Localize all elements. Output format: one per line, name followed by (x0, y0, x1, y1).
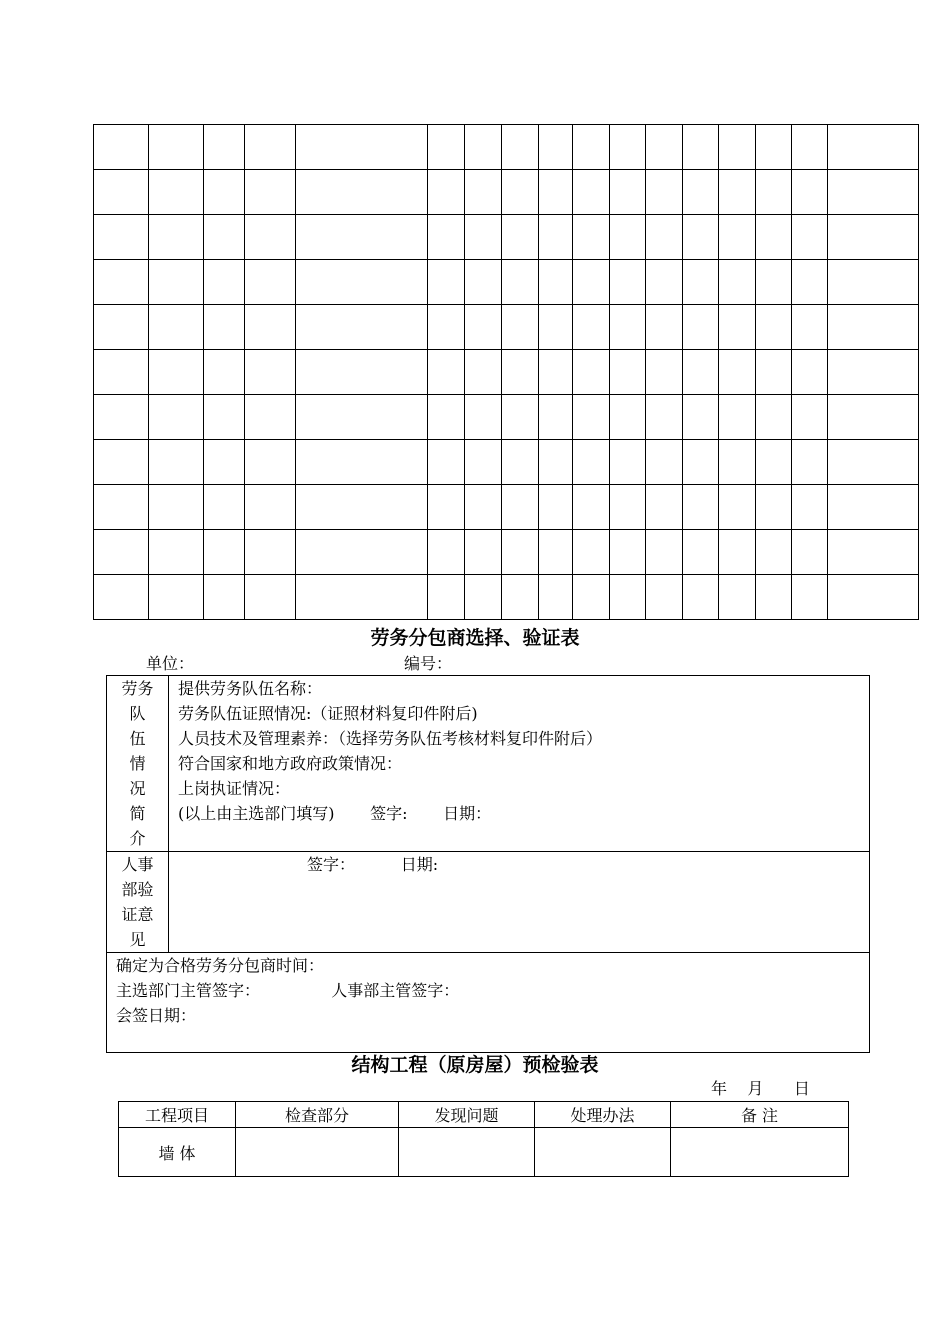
blank-grid-cell[interactable] (204, 350, 245, 395)
column-header: 发现问题 (399, 1102, 535, 1128)
blank-grid-cell[interactable] (683, 170, 719, 215)
blank-grid-cell[interactable] (539, 575, 573, 620)
blank-grid-cell[interactable] (245, 575, 296, 620)
blank-grid-cell[interactable] (719, 215, 756, 260)
hr-label-char: 证意 (121, 905, 154, 924)
blank-grid-cell[interactable] (828, 260, 919, 305)
blank-grid-cell[interactable] (204, 260, 245, 305)
blank-grid-cell[interactable] (428, 215, 465, 260)
blank-grid-cell[interactable] (149, 575, 204, 620)
blank-grid-cell[interactable] (465, 395, 502, 440)
blank-grid-cell[interactable] (204, 485, 245, 530)
blank-grid-cell[interactable] (94, 350, 149, 395)
blank-grid-cell[interactable] (792, 305, 828, 350)
inspect-date-line: 年 月 日 (711, 1079, 810, 1098)
blank-grid-cell[interactable] (646, 125, 683, 170)
blank-grid-cell[interactable] (296, 485, 428, 530)
blank-grid-cell[interactable] (646, 395, 683, 440)
blank-grid-cell[interactable] (428, 485, 465, 530)
blank-grid-cell[interactable] (610, 485, 646, 530)
blank-grid-cell[interactable] (245, 485, 296, 530)
blank-grid-cell[interactable] (428, 530, 465, 575)
blank-grid-cell[interactable] (94, 260, 149, 305)
blank-grid-cell[interactable] (204, 305, 245, 350)
blank-grid-row (94, 170, 919, 215)
blank-grid-cell[interactable] (502, 125, 539, 170)
blank-grid-cell[interactable] (149, 215, 204, 260)
blank-grid-row (94, 260, 919, 305)
blank-grid-cell[interactable] (539, 350, 573, 395)
blank-grid-cell[interactable] (792, 530, 828, 575)
blank-grid-cell[interactable] (245, 170, 296, 215)
blank-grid-cell[interactable] (296, 440, 428, 485)
blank-grid-cell[interactable] (792, 395, 828, 440)
blank-grid-cell[interactable] (573, 575, 610, 620)
blank-grid-cell[interactable] (792, 170, 828, 215)
blank-grid-cell[interactable] (610, 125, 646, 170)
blank-grid-cell[interactable] (610, 350, 646, 395)
blank-grid-cell[interactable] (646, 170, 683, 215)
hr-label-char: 见 (129, 930, 146, 949)
team-label-char: 情 (129, 754, 146, 773)
blank-grid-row (94, 440, 919, 485)
blank-grid-cell[interactable] (465, 215, 502, 260)
blank-grid-cell[interactable] (683, 260, 719, 305)
hr-section-content[interactable] (169, 852, 870, 953)
blank-grid-row (94, 530, 919, 575)
blank-grid-row (94, 485, 919, 530)
blank-grid-cell[interactable] (646, 575, 683, 620)
blank-grid-body (94, 125, 919, 620)
verify-table (106, 675, 870, 1053)
blank-grid-cell[interactable] (573, 485, 610, 530)
inspect-form-title: 结构工程（原房屋）预检验表 (351, 1054, 599, 1076)
blank-grid-cell[interactable] (204, 440, 245, 485)
blank-grid-cell[interactable] (94, 530, 149, 575)
hr-sign-line: 签字： 日期: (307, 855, 439, 874)
blank-grid-cell[interactable] (465, 260, 502, 305)
blank-grid-cell[interactable] (296, 395, 428, 440)
blank-grid-cell[interactable] (573, 350, 610, 395)
blank-grid-cell[interactable] (149, 395, 204, 440)
blank-grid-cell[interactable] (610, 170, 646, 215)
blank-grid-cell[interactable] (719, 125, 756, 170)
blank-grid-cell[interactable] (428, 170, 465, 215)
team-label-char: 介 (129, 829, 146, 848)
blank-grid-cell[interactable] (428, 575, 465, 620)
blank-grid-cell[interactable] (756, 395, 792, 440)
blank-grid-cell[interactable] (719, 305, 756, 350)
blank-grid-row (94, 125, 919, 170)
blank-grid-cell[interactable] (296, 215, 428, 260)
blank-grid-cell[interactable] (465, 305, 502, 350)
blank-grid-cell[interactable] (683, 395, 719, 440)
blank-grid-cell[interactable] (149, 350, 204, 395)
blank-grid-cell[interactable] (245, 440, 296, 485)
column-header: 检查部分 (236, 1102, 399, 1128)
team-label-char: 劳务 (121, 679, 154, 698)
team-label-char: 伍 (129, 729, 146, 748)
blank-grid-cell[interactable] (539, 170, 573, 215)
blank-grid-cell[interactable] (828, 170, 919, 215)
blank-grid-cell[interactable] (610, 575, 646, 620)
blank-grid-cell[interactable] (465, 485, 502, 530)
blank-grid-cell[interactable] (502, 440, 539, 485)
blank-grid-cell[interactable] (828, 215, 919, 260)
blank-grid-cell[interactable] (502, 530, 539, 575)
team-section-content[interactable] (169, 676, 870, 852)
blank-grid-cell[interactable] (245, 530, 296, 575)
blank-grid-cell[interactable] (683, 530, 719, 575)
blank-grid-cell[interactable] (756, 215, 792, 260)
blank-grid-cell[interactable] (296, 305, 428, 350)
blank-grid-row (94, 350, 919, 395)
blank-grid-cell[interactable] (719, 530, 756, 575)
blank-grid-cell[interactable] (428, 125, 465, 170)
blank-grid-cell[interactable] (610, 260, 646, 305)
blank-grid-cell[interactable] (502, 215, 539, 260)
blank-grid-cell[interactable] (428, 440, 465, 485)
blank-grid-cell[interactable] (94, 305, 149, 350)
team-name-field: 提供劳务队伍名称： (178, 679, 323, 698)
blank-grid-cell[interactable] (94, 395, 149, 440)
verify-form-title: 劳务分包商选择、验证表 (370, 627, 580, 649)
final-section-row (107, 953, 870, 1053)
blank-grid-cell[interactable] (149, 530, 204, 575)
blank-grid-cell[interactable] (828, 440, 919, 485)
blank-grid-cell[interactable] (683, 575, 719, 620)
blank-grid-cell[interactable] (204, 530, 245, 575)
blank-grid-cell[interactable] (204, 170, 245, 215)
table-cell[interactable] (236, 1128, 399, 1177)
blank-grid-cell[interactable] (465, 125, 502, 170)
hr-section-row (107, 852, 870, 953)
blank-grid-cell[interactable] (94, 575, 149, 620)
blank-grid-row (94, 575, 919, 620)
blank-grid-cell[interactable] (502, 260, 539, 305)
blank-grid-cell[interactable] (428, 305, 465, 350)
blank-grid-table (93, 124, 919, 620)
blank-grid-cell[interactable] (610, 305, 646, 350)
table-cell: 墙 体 (119, 1128, 236, 1177)
blank-grid-cell[interactable] (502, 395, 539, 440)
inspect-header-row (119, 1102, 849, 1128)
blank-grid-cell[interactable] (756, 260, 792, 305)
blank-grid-cell[interactable] (792, 575, 828, 620)
blank-grid-cell[interactable] (94, 125, 149, 170)
blank-grid-cell[interactable] (683, 485, 719, 530)
blank-grid-cell[interactable] (94, 485, 149, 530)
blank-grid-cell[interactable] (245, 395, 296, 440)
qualified-time-field: 确定为合格劳务分包商时间： (116, 956, 325, 975)
blank-grid-cell[interactable] (465, 170, 502, 215)
blank-grid-cell[interactable] (573, 170, 610, 215)
blank-grid-cell[interactable] (245, 125, 296, 170)
blank-grid-cell[interactable] (683, 305, 719, 350)
blank-grid-cell[interactable] (719, 575, 756, 620)
blank-grid-cell[interactable] (502, 350, 539, 395)
supervisor-sign-field: 主选部门主管签字： 人事部主管签字： (116, 981, 460, 1000)
blank-grid-row (94, 305, 919, 350)
blank-grid-cell[interactable] (756, 530, 792, 575)
blank-grid-cell[interactable] (428, 395, 465, 440)
blank-grid-cell[interactable] (719, 485, 756, 530)
blank-grid-cell[interactable] (428, 350, 465, 395)
unit-label: 单位： (146, 654, 195, 673)
blank-grid-cell[interactable] (465, 530, 502, 575)
blank-grid-cell[interactable] (792, 350, 828, 395)
blank-grid-cell[interactable] (610, 530, 646, 575)
blank-grid-row (94, 395, 919, 440)
blank-grid-cell[interactable] (94, 215, 149, 260)
blank-grid-cell[interactable] (683, 125, 719, 170)
blank-grid-cell[interactable] (94, 440, 149, 485)
certification-field: 上岗执证情况： (178, 779, 291, 798)
table-cell[interactable] (535, 1128, 671, 1177)
team-section-label (107, 676, 169, 852)
team-label-char: 队 (129, 704, 146, 723)
blank-grid-cell[interactable] (828, 350, 919, 395)
blank-grid-cell[interactable] (719, 260, 756, 305)
blank-grid-cell[interactable] (573, 215, 610, 260)
blank-grid-row (94, 215, 919, 260)
blank-grid-cell[interactable] (149, 440, 204, 485)
blank-grid-cell[interactable] (539, 305, 573, 350)
blank-grid-cell[interactable] (828, 305, 919, 350)
blank-grid-cell[interactable] (296, 350, 428, 395)
blank-grid-cell[interactable] (756, 305, 792, 350)
column-header: 备 注 (671, 1102, 849, 1128)
blank-grid-cell[interactable] (539, 530, 573, 575)
blank-grid-cell[interactable] (828, 485, 919, 530)
blank-grid-cell[interactable] (296, 125, 428, 170)
table-cell[interactable] (671, 1128, 849, 1177)
blank-grid-cell[interactable] (296, 530, 428, 575)
blank-grid-cell[interactable] (610, 440, 646, 485)
table-cell[interactable] (399, 1128, 535, 1177)
blank-grid-cell[interactable] (719, 170, 756, 215)
blank-grid-cell[interactable] (610, 215, 646, 260)
blank-grid-cell[interactable] (539, 260, 573, 305)
blank-grid-cell[interactable] (828, 125, 919, 170)
blank-grid-cell[interactable] (204, 575, 245, 620)
blank-grid-cell[interactable] (502, 575, 539, 620)
blank-grid-cell[interactable] (204, 215, 245, 260)
blank-grid-cell[interactable] (539, 485, 573, 530)
blank-grid-cell[interactable] (719, 440, 756, 485)
blank-grid-cell[interactable] (245, 305, 296, 350)
blank-grid-cell[interactable] (646, 350, 683, 395)
blank-grid-cell[interactable] (149, 305, 204, 350)
blank-grid-cell[interactable] (245, 350, 296, 395)
team-section-row (107, 676, 870, 852)
blank-grid-cell[interactable] (792, 260, 828, 305)
blank-grid-cell[interactable] (828, 575, 919, 620)
blank-grid-cell[interactable] (646, 260, 683, 305)
blank-grid-cell[interactable] (245, 215, 296, 260)
blank-grid-cell[interactable] (792, 440, 828, 485)
blank-grid-cell[interactable] (296, 575, 428, 620)
filled-by-sign-line: (以上由主选部门填写) 签字: 日期： (178, 804, 492, 823)
blank-grid-cell[interactable] (646, 305, 683, 350)
blank-grid-cell[interactable] (539, 125, 573, 170)
blank-grid-cell[interactable] (539, 215, 573, 260)
blank-grid-cell[interactable] (828, 530, 919, 575)
number-label: 编号： (404, 654, 453, 673)
team-label-char: 简 (129, 804, 146, 823)
blank-grid-cell[interactable] (539, 395, 573, 440)
blank-grid-cell[interactable] (296, 170, 428, 215)
blank-grid-cell[interactable] (756, 350, 792, 395)
blank-grid-cell[interactable] (683, 350, 719, 395)
blank-grid-cell[interactable] (204, 125, 245, 170)
blank-grid-cell[interactable] (573, 260, 610, 305)
final-section-content[interactable] (107, 953, 870, 1053)
blank-grid-cell[interactable] (465, 440, 502, 485)
blank-grid-cell[interactable] (94, 170, 149, 215)
hr-label-char: 部验 (121, 880, 154, 899)
blank-grid-cell[interactable] (756, 170, 792, 215)
blank-grid-cell[interactable] (149, 260, 204, 305)
blank-grid-cell[interactable] (646, 485, 683, 530)
blank-grid-cell[interactable] (465, 350, 502, 395)
blank-grid-cell[interactable] (610, 395, 646, 440)
blank-grid-cell[interactable] (683, 215, 719, 260)
hr-label-char: 人事 (121, 855, 154, 874)
blank-grid-cell[interactable] (296, 260, 428, 305)
blank-grid-cell[interactable] (573, 395, 610, 440)
blank-grid-cell[interactable] (573, 530, 610, 575)
blank-grid-cell[interactable] (792, 485, 828, 530)
blank-grid-cell[interactable] (204, 395, 245, 440)
blank-grid-cell[interactable] (792, 215, 828, 260)
blank-grid-cell[interactable] (573, 305, 610, 350)
inspect-table (118, 1101, 849, 1177)
blank-grid-cell[interactable] (828, 395, 919, 440)
blank-grid-cell[interactable] (502, 305, 539, 350)
license-status-field: 劳务队伍证照情况:（证照材料复印件附后) (178, 704, 478, 723)
blank-grid-cell[interactable] (792, 125, 828, 170)
hr-section-label (107, 852, 169, 953)
blank-grid-cell[interactable] (539, 440, 573, 485)
blank-grid-cell[interactable] (149, 485, 204, 530)
blank-grid-cell[interactable] (465, 575, 502, 620)
countersign-date-field: 会签日期： (116, 1006, 197, 1025)
blank-grid-cell[interactable] (502, 170, 539, 215)
blank-grid-cell[interactable] (719, 395, 756, 440)
blank-grid-cell[interactable] (149, 125, 204, 170)
blank-grid-cell[interactable] (428, 260, 465, 305)
blank-grid-cell[interactable] (149, 170, 204, 215)
blank-grid-cell[interactable] (573, 440, 610, 485)
staff-quality-field: 人员技术及管理素养：（选择劳务队伍考核材料复印件附后） (178, 729, 603, 748)
blank-grid-cell[interactable] (756, 125, 792, 170)
column-header: 处理办法 (535, 1102, 671, 1128)
blank-grid-cell[interactable] (756, 575, 792, 620)
blank-grid-cell[interactable] (756, 485, 792, 530)
blank-grid-cell[interactable] (683, 440, 719, 485)
blank-grid-cell[interactable] (646, 530, 683, 575)
policy-compliance-field: 符合国家和地方政府政策情况： (178, 754, 403, 773)
blank-grid-cell[interactable] (646, 440, 683, 485)
blank-grid-cell[interactable] (245, 260, 296, 305)
blank-grid-cell[interactable] (502, 485, 539, 530)
team-label-char: 况 (129, 779, 146, 798)
column-header: 工程项目 (119, 1102, 236, 1128)
blank-grid-cell[interactable] (756, 440, 792, 485)
blank-grid-cell[interactable] (719, 350, 756, 395)
table-row (119, 1128, 849, 1177)
blank-grid-cell[interactable] (646, 215, 683, 260)
blank-grid-cell[interactable] (573, 125, 610, 170)
